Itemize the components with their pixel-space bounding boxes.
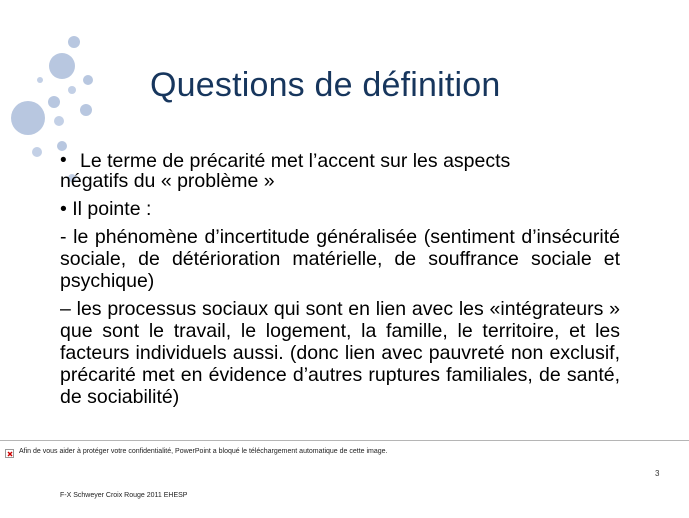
- circle-5: [37, 77, 43, 83]
- circle-1: [68, 36, 80, 48]
- slide-footer: F-X Schweyer Croix Rouge 2011 EHESP: [60, 492, 188, 499]
- paragraph-3: - le phénomène d’incertitude généralisée (sentiment d’insécurité sociale, de détérioration matérielle, de souffrance sociale et psychique): [60, 226, 620, 292]
- slide-title: Questions de définition: [150, 66, 501, 104]
- paragraph-1-line-2: négatifs du « problème »: [60, 170, 275, 192]
- circle-6: [48, 96, 60, 108]
- circle-2: [49, 53, 75, 79]
- slide-body: [60, 150, 620, 414]
- blocked-image-notice: [0, 440, 689, 518]
- circle-3: [83, 75, 93, 85]
- bullet-marker: •: [60, 150, 67, 171]
- paragraph-4: – les processus sociaux qui sont en lien avec les «intégrateurs » que sont le travail, le logement, la famille, le territoire, et les facteurs individuels aussi. (donc lien avec pauvreté non exclusif, précarité met en évidence d’autres ruptures familiales, de santé, de sociabilité): [60, 298, 620, 408]
- circle-10: [32, 147, 42, 157]
- paragraph-1-line-1: Le terme de précarité met l’accent sur les aspects: [80, 150, 511, 172]
- circle-8: [11, 101, 45, 135]
- broken-image-icon: [5, 449, 14, 458]
- page-number: 3: [655, 469, 660, 478]
- paragraph-2: • Il pointe :: [60, 198, 152, 220]
- circle-4: [68, 86, 76, 94]
- circle-7: [80, 104, 92, 116]
- circle-9: [54, 116, 64, 126]
- paragraph-1: [60, 150, 620, 192]
- blocked-image-message: Afin de vous aider à protéger votre confidentialité, PowerPoint a bloqué le téléchargement automatique de cette image.: [19, 448, 388, 455]
